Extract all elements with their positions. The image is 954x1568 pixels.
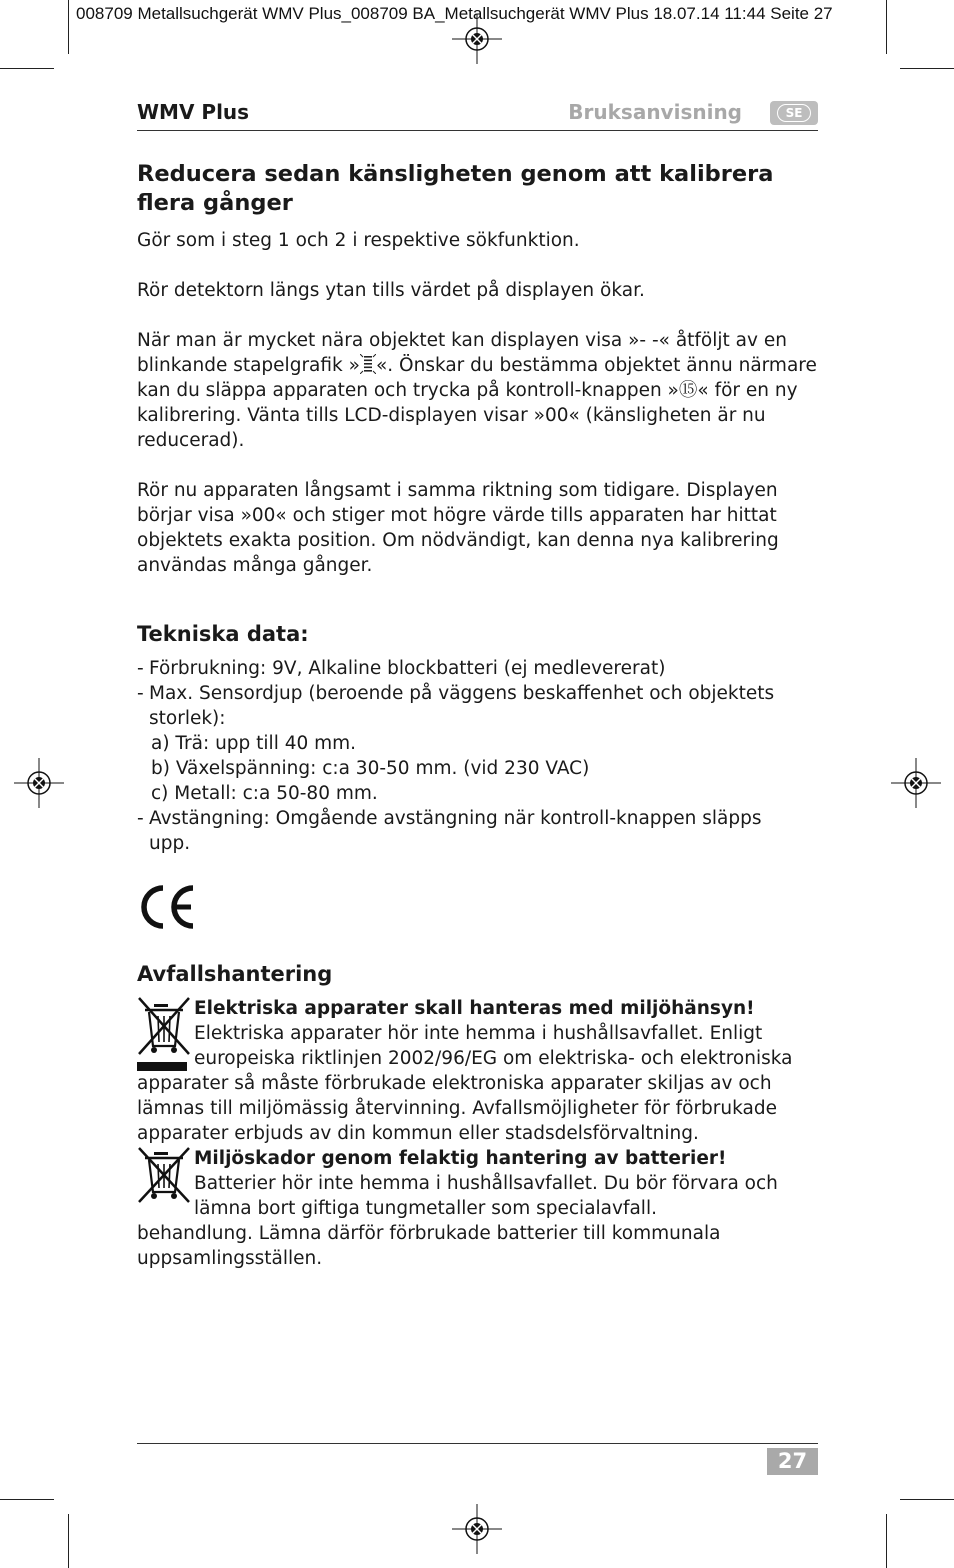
footer-rule bbox=[137, 1443, 818, 1444]
battery-bin-icon bbox=[137, 1146, 191, 1206]
manual-label: Bruksanvisning bbox=[568, 100, 742, 124]
electrical-text: Elektriska apparater hör inte hemma i hushållsavfallet. Enligt europeiska riktlinjen 2002/96/EG om elektriska- och elektroniska bbox=[194, 1023, 793, 1069]
battery-lead: Miljöskador genom felaktig hantering av batterier! bbox=[194, 1148, 727, 1169]
product-name: WMV Plus bbox=[137, 100, 250, 124]
specs-heading: Tekniska data: bbox=[137, 622, 309, 646]
spec-item: a) Trä: upp till 40 mm. bbox=[151, 733, 357, 754]
main-content bbox=[137, 160, 827, 1271]
spec-item: storlek): bbox=[149, 708, 226, 729]
language-code: SE bbox=[777, 104, 812, 122]
electrical-lead: Elektriska apparater skall hanteras med miljöhänsyn! bbox=[194, 998, 755, 1019]
calibrate-paragraph-2: Rör detektorn längs ytan tills värdet på displayen ökar. bbox=[137, 280, 645, 301]
calibrate-heading: Reducera sedan känsligheten genom att kalibrera flera gånger bbox=[137, 161, 774, 216]
calibrate-paragraph-3-start: När man är mycket nära objektet kan displayen visa »- -« åtföljt av en blinkande stapelgrafik » bbox=[137, 330, 787, 376]
disposal-heading: Avfallshantering bbox=[137, 962, 333, 986]
weee-bin-icon bbox=[137, 996, 191, 1076]
registration-mark-icon bbox=[14, 758, 64, 808]
electrical-disposal-notice bbox=[137, 996, 827, 1146]
spec-item: - Förbrukning: 9V, Alkaline blockbatteri (ej medlevererat) bbox=[137, 658, 666, 679]
registration-mark-icon bbox=[891, 758, 941, 808]
electrical-text-continued: apparater så måste förbrukade elektroniska apparater skiljas av och lämnas till miljömässig återvinning. Avfallsmöjligheter för förbrukade apparater erbjuds av din kommun eller stadsdelsförvaltning. bbox=[137, 1073, 777, 1144]
ce-mark-icon bbox=[137, 884, 197, 930]
battery-text-continued: behandlung. Lämna därför förbrukade batterier till kommunala uppsamlingsställen. bbox=[137, 1223, 721, 1269]
calibrate-paragraph-3 bbox=[137, 328, 827, 453]
running-header bbox=[137, 100, 818, 131]
spec-item: c) Metall: c:a 50-80 mm. bbox=[151, 783, 378, 804]
registration-mark-icon bbox=[452, 1504, 502, 1554]
battery-text: Batterier hör inte hemma i hushållsavfallet. Du bör förvara och lämna bort giftiga tungmetaller som specialavfall. bbox=[194, 1173, 778, 1219]
bargraph-icon bbox=[360, 354, 376, 374]
spec-item: - Max. Sensordjup (beroende på väggens beskaffenhet och objektets bbox=[137, 683, 775, 704]
calibrate-paragraph-1: Gör som i steg 1 och 2 i respektive sökfunktion. bbox=[137, 230, 580, 251]
spec-item: b) Växelspänning: c:a 30-50 mm. (vid 230 VAC) bbox=[151, 758, 590, 779]
registration-mark-icon bbox=[452, 14, 502, 64]
print-slug-line: 008709 Metallsuchgerät WMV Plus_008709 BA_Metallsuchgerät WMV Plus 18.07.14 11:44 Seite 27 bbox=[76, 4, 833, 23]
specs-list bbox=[137, 656, 827, 856]
language-badge bbox=[770, 101, 818, 125]
calibrate-paragraph-4: Rör nu apparaten långsamt i samma riktning som tidigare. Displayen börjar visa »00« och stiger mot högre värde tills apparaten har hittat objektets exakta position. Om nödvändigt, kan denna nya kalibrering användas många gånger. bbox=[137, 480, 779, 576]
spec-item: upp. bbox=[149, 833, 191, 854]
calibrate-paragraph-3-end: «. Önskar du bestämma objektet ännu närmare kan du släppa apparaten och trycka på kontroll-knappen »⑮« för en ny kalibrering. Vänta tills LCD-displayen visar »00« (känsligheten är nu reducerad). bbox=[137, 355, 817, 451]
spec-item: - Avstängning: Omgående avstängning när kontroll-knappen släpps bbox=[137, 808, 762, 829]
page-number: 27 bbox=[767, 1448, 818, 1475]
battery-disposal-notice bbox=[137, 1146, 827, 1271]
ce-mark bbox=[137, 884, 827, 934]
